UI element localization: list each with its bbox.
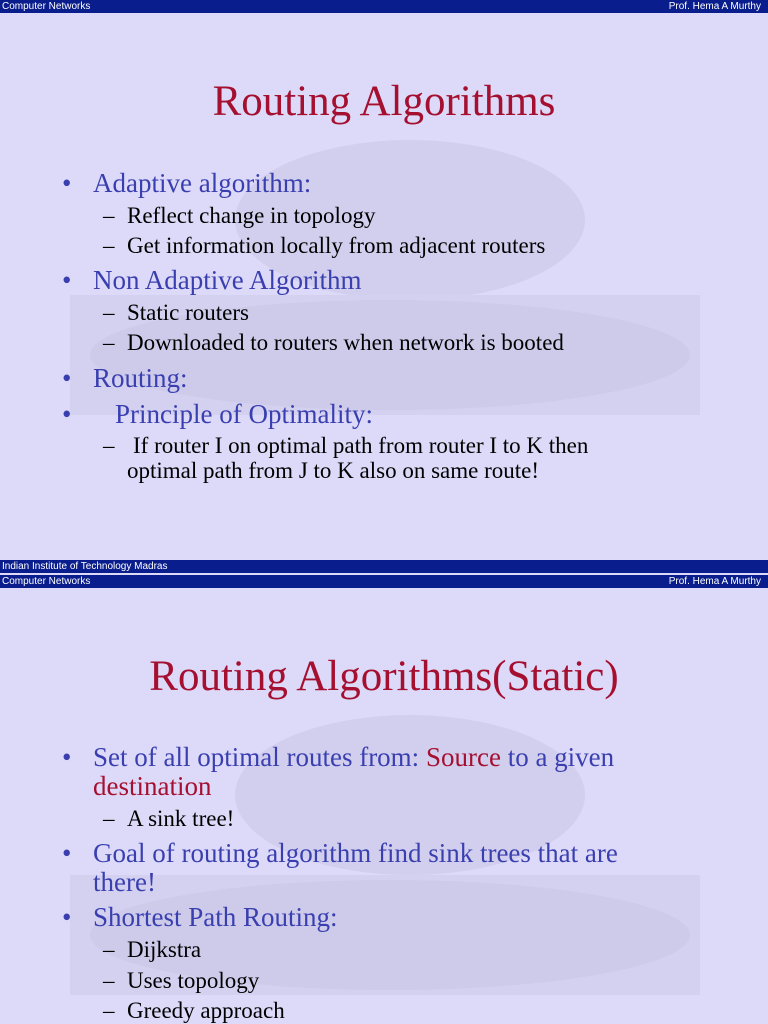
- dash-icon: –: [103, 330, 115, 355]
- header-left-text: Computer Networks: [2, 576, 91, 587]
- slide-title: Routing Algorithms(Static): [149, 653, 619, 700]
- bullet-optimal-routes: [93, 742, 614, 772]
- header-left-text: Computer Networks: [2, 1, 91, 12]
- sub-bullet: A sink tree!: [127, 806, 235, 831]
- highlight-destination: destination: [93, 771, 212, 801]
- bullet-icon: •: [62, 399, 72, 429]
- bullet-routing: Routing:: [93, 363, 188, 393]
- header-bar: [0, 0, 768, 13]
- bullet-non-adaptive: Non Adaptive Algorithm: [93, 265, 362, 295]
- dash-icon: –: [103, 203, 115, 228]
- dash-icon: –: [103, 300, 115, 325]
- bullet-goal-continued: there!: [93, 867, 156, 897]
- sub-bullet: Dijkstra: [127, 937, 202, 962]
- dash-icon: –: [103, 937, 115, 962]
- bullet-icon: •: [62, 168, 72, 198]
- sub-bullet: Static routers: [127, 300, 249, 325]
- dash-icon: –: [103, 968, 115, 993]
- sub-bullet: Get information locally from adjacent routers: [127, 233, 546, 258]
- sub-bullet: Downloaded to routers when network is booted: [127, 330, 564, 355]
- dash-icon: –: [103, 233, 115, 258]
- highlight-source: Source: [425, 742, 501, 772]
- bullet-optimality: Principle of Optimality:: [115, 399, 373, 429]
- text-segment: Set of all optimal routes from:: [93, 742, 426, 772]
- sub-bullet: Greedy approach: [127, 998, 285, 1023]
- dash-icon: –: [103, 433, 115, 458]
- bullet-goal: Goal of routing algorithm find sink trees that are: [93, 838, 618, 868]
- bullet-adaptive: Adaptive algorithm:: [93, 168, 312, 198]
- slide-2: [0, 575, 768, 1024]
- bullet-icon: •: [62, 265, 72, 295]
- bullet-shortest-path: Shortest Path Routing:: [93, 902, 338, 932]
- slide-title: Routing Algorithms: [212, 78, 556, 125]
- sub-bullet: If router I on optimal path from router I to K then: [133, 433, 589, 458]
- bullet-icon: •: [62, 363, 72, 393]
- bullet-icon: •: [62, 902, 72, 932]
- bullet-icon: •: [62, 742, 72, 772]
- bullet-icon: •: [62, 838, 72, 868]
- footer-bar: [0, 560, 768, 573]
- footer-text: Indian Institute of Technology Madras: [2, 561, 168, 572]
- header-right-text: Prof. Hema A Murthy: [668, 576, 761, 587]
- text-segment: to a given: [500, 742, 615, 772]
- header-bar: [0, 575, 768, 588]
- header-right-text: Prof. Hema A Murthy: [668, 1, 761, 12]
- dash-icon: –: [103, 998, 115, 1023]
- sub-bullet: Reflect change in topology: [127, 203, 376, 228]
- sub-bullet: Uses topology: [127, 968, 260, 993]
- sub-bullet-continued: optimal path from J to K also on same route!: [127, 458, 540, 483]
- dash-icon: –: [103, 806, 115, 831]
